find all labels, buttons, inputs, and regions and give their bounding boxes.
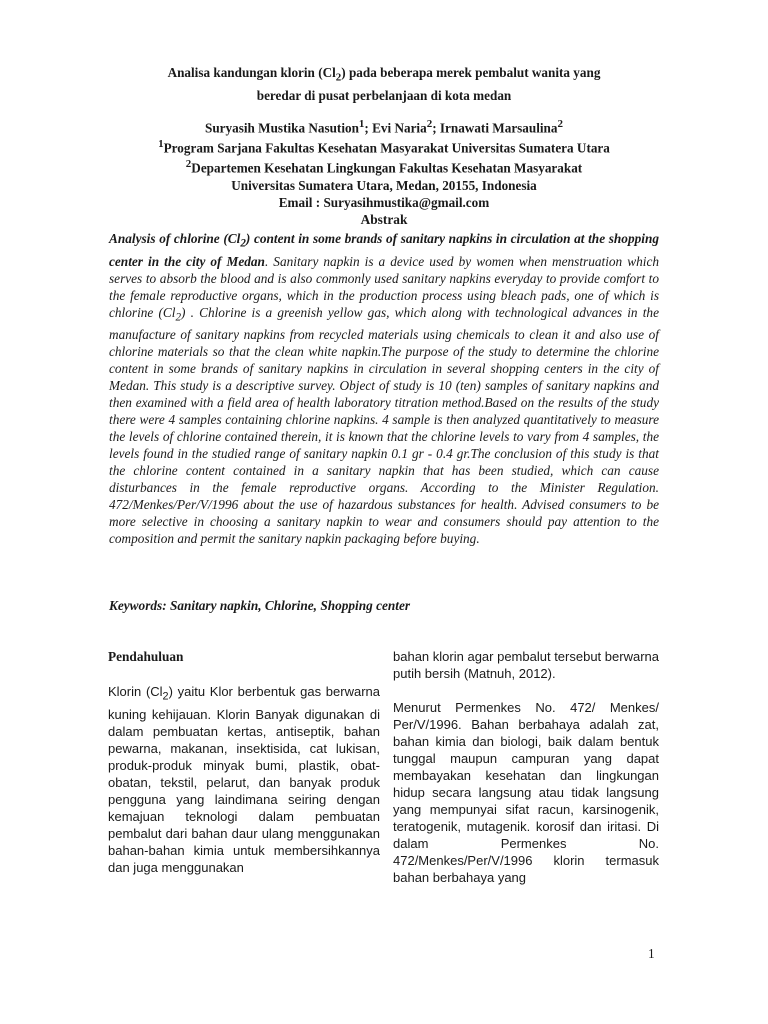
affiliation-2: $^2$Departemen Kesehatan Lingkungan Fakultas Kesehatan Masyarakat [185, 158, 583, 176]
right-paragraph-2: Menurut Permenkes No. 472/ Menkes/ Per/V/1996. Bahan berbahaya adalah zat, bahan kimia dan biologi, baik dalam bentuk tunggal maupun campuran yang dapat membayakan kesehatan dan lingkungan hidup secara langsung atau tidak langsung yang mempunyai sifat racun, karsinogenik, teratogenik, mutagenik. korosif dan iritasi. Di dalam Permenkes No. 472/Menkes/Per/V/1996 klorin termasuk bahan berbahaya yang [393, 700, 659, 885]
keywords: Keywords: Sanitary napkin, Chlorine, Shopping center [109, 598, 411, 613]
abstract-heading: Abstrak [360, 212, 408, 227]
paper-title-line-1: Analisa kandungan klorin $(Cl_2)$ pada beberapa merek pembalut wanita yang [167, 65, 601, 84]
abstract-body: Analysis of chlorine $(Cl_2)$ content in some brands of sanitary napkins in circulation at the shopping center in the city of Medan. Sanitary napkin is a device used by women when menstruation which serves to absorb the blood and is also commonly used sanitary napkins everyday to provide comfort to the female reproductive organs, which in the production process using bleach pads, one of which is chlorine $(Cl_2)$ . Chlorine is a greenish yellow gas, which along with technological advances in the manufacture of sanitary napkins from recycled materials using chemicals to clean it and also use of chlorine materials so that the clean white napkin.The purpose of the study to determine the chlorine content in some brands of sanitary napkins in circulation in several shopping centers in the city of Medan. This study is a descriptive survey. Object of study is 10 (ten) samples of sanitary napkins and then examined with a field area of health laboratory titration method.Based on the results of the study there were 4 samples containing chlorine napkins. 4 sample is then analyzed quantitatively to measure the levels of chlorine contained therein, it is known that the chlorine levels to vary from 4 samples, the levels found in the studied range of sanitary napkin 0.1 gr - 0.4 gr.The conclusion of this study is that the chlorine content contained in a sanitary napkin that has been studied, which can cause disturbances in the female reproductive organs. According to the Minister Regulation. 472/Menkes/Per/V/1996 about the use of hazardous substances for health. Advised consumers to be more selective in choosing a sanitary napkin to wear and consumers should pay attention to the composition and permit the sanitary napkin packaging before buying. [109, 231, 659, 547]
paper-header [100, 64, 668, 211]
author-email: Email : Suryasihmustika@gmail.com [278, 194, 490, 210]
page-number: 1 [648, 946, 655, 961]
affiliation-3: Universitas Sumatera Utara, Medan, 20155, Indonesia [231, 177, 537, 193]
affiliation-1: $^1$Program Sarjana Fakultas Kesehatan Masyarakat Universitas Sumatera Utara [158, 138, 610, 156]
section-heading-pendahuluan: Pendahuluan [108, 649, 184, 664]
intro-paragraph: Klorin $(Cl_2)$ yaitu Klor berbentuk gas berwarna kuning kehijauan. Klorin Banyak digunakan di dalam pembuatan kertas, antiseptik, bahan pewarna, makanan, insektisida, cat lukisan, produk-produk minyak bumi, plastik, obat-obatan, tekstil, pelarut, dan banyak produk pengguna yang laindimana seiring dengan kemajuan teknologi dalam pembuatan pembalut dari bahan daur ulang menggunakan bahan-bahan kimia untuk membersihkannya dan juga menggunakan [108, 684, 380, 875]
right-paragraph-1: bahan klorin agar pembalut tersebut berwarna putih bersih (Matnuh, 2012). [393, 649, 659, 681]
left-column [108, 648, 380, 893]
abstract-lead: Analysis of chlorine $(Cl_2)$ content in some brands of sanitary napkins in circulation at the shopping center in the city of Medan [109, 231, 659, 269]
right-column [393, 648, 659, 903]
author-list: Suryasih Mustika Nasution$^1$; Evi Naria$^2$; Irnawati Marsaulina$^2$ [205, 117, 563, 136]
paper-title-line-2: beredar di pusat perbelanjaan di kota medan [256, 87, 512, 103]
